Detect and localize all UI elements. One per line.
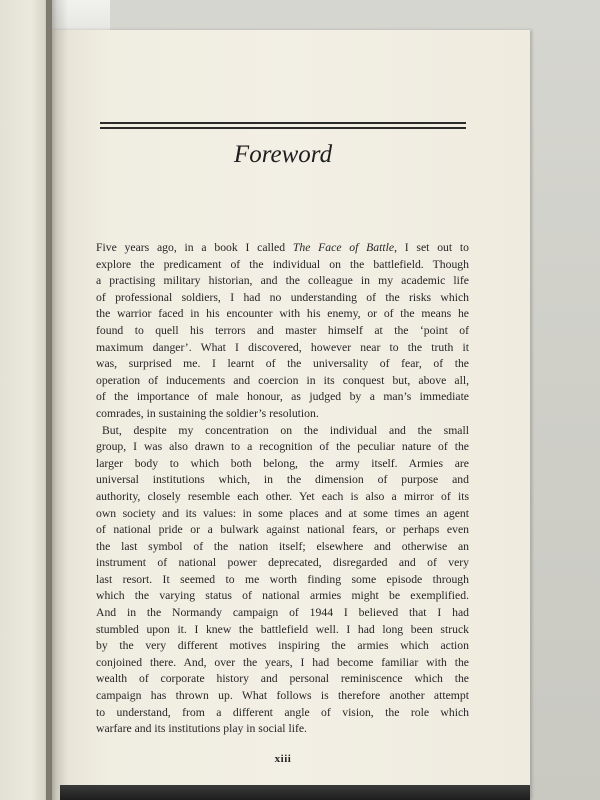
text-line: larger body to which both belong, the army itself. Armies are [96,456,469,470]
text-line: maximum danger’. What I discovered, however near to the truth it [96,340,469,354]
header-rule-top [100,122,466,124]
text-line: found to quell his terrors and master himself at the ‘point of [96,323,469,337]
text-line: wealth of corporate history and personal reminiscence which the [96,672,469,686]
text-line: operation of inducements and coercion in its conquest but, above all, [96,373,469,387]
text-line: of the importance of male honour, as judged by a man’s immediate [96,390,469,404]
book-title: The Face of Battle [292,241,395,254]
text-line: to understand, from a different angle of vision, the role which [96,705,469,719]
text-line: comrades, in sustaining the soldier’s resolution. [96,406,319,420]
text-line: own society and its values: in some places and at some times an agent [96,506,469,520]
text-line: of professional soldiers, I had no understanding of the risks which [96,290,469,304]
text-line: the warrior faced in his encounter with his enemy, or of the means he [96,307,469,321]
table-edge [60,785,530,800]
foreword-body [96,240,469,738]
header-rule-bottom [100,127,466,129]
text-line: by the very different motives inspiring the armies which action [96,639,469,653]
text-line: campaign has thrown up. What follows is therefore another attempt [96,689,469,703]
text-line: Five years ago, in a book I called The Face of Battle, I set out to [96,241,469,254]
text-line: last resort. It seemed to me worth finding some episode through [96,572,469,586]
text-line: which the varying status of national armies might be exemplified. [96,589,469,603]
text-line: was, surprised me. I learnt of the universality of fear, of the [96,357,469,371]
text-line: warfare and its institutions play in social life. [96,722,307,736]
text-line: authority, closely resemble each other. Yet each is also a mirror of its [96,489,469,503]
gutter-shadow [46,0,68,800]
text-line: universal institutions which, in the dimension of purpose and [96,473,469,487]
text-line: conjoined there. And, over the years, I had become familiar with the [96,655,469,669]
text-line: instrument of national power deprecated, disregarded and of very [96,556,469,570]
text-line: But, despite my concentration on the individual and the small [102,423,469,437]
text-line: explore the predicament of the individual on the battlefield. Though [96,257,469,271]
text-line: And in the Normandy campaign of 1944 I believed that I had [96,606,469,620]
text-line: group, I was also drawn to a recognition of the peculiar nature of the [96,440,469,454]
page-number: xiii [274,753,292,765]
page-title: Foreword [233,141,333,168]
text-line: stumbled upon it. I knew the battlefield well. I had long been struck [96,622,469,636]
text-line: of national pride or a bulwark against national fears, or perhaps even [96,523,469,537]
text-line: the last symbol of the nation itself; elsewhere and otherwise an [96,539,469,553]
previous-page-edge [0,0,52,800]
text-line: a practising military historian, and the colleague in my academic life [96,274,469,288]
